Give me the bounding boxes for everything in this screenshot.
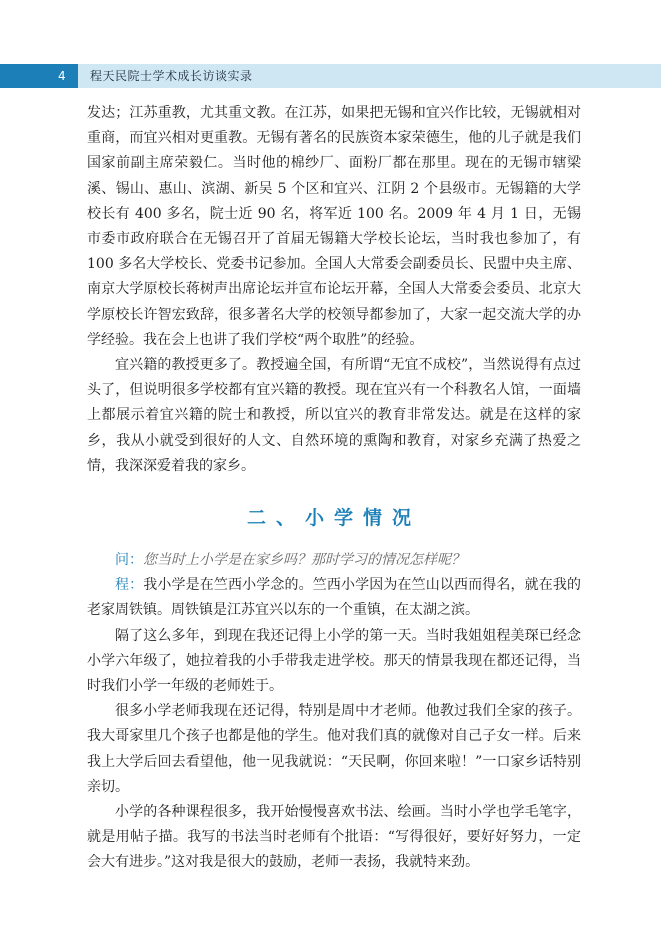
question-text: 您当时上小学是在家乡吗？那时学习的情况怎样呢？ — [143, 552, 465, 569]
question-label: 问： — [115, 552, 143, 569]
answer-text: 我小学是在竺西小学念的。竺西小学因为在竺山以西而得名，就在我的老家周铁镇。周铁镇是江苏宜兴以东的一个重镇，在太湖之滨。 — [87, 577, 581, 619]
paragraph: 小学的各种课程很多，我开始慢慢喜欢书法、绘画。当时小学也学毛笔字，就是用帖子描。我写的书法当时老师有个批语：“写得很好，要好好努力，一定会大有进步。”这对我是很大的鼓励，老师一表扬，我就特来劲。 — [87, 804, 581, 871]
paragraph: 很多小学老师我现在还记得，特别是周中才老师。他教过我们全家的孩子。我大哥家里几个孩子也都是他的学生。他对我们真的就像对自己子女一样。后来我上大学后回去看望他，他一见我就说：“天民啊，你回来啦！”一口家乡话特别亲切。 — [87, 703, 581, 795]
page-body — [87, 101, 581, 876]
paragraph: 发达；江苏重教，尤其重文教。在江苏，如果把无锡和宜兴作比较，无锡就相对重商，而宜兴相对更重教。无锡有著名的民族资本家荣德生，他的儿子就是我们国家前副主席荣毅仁。当时他的棉纱厂、面粉厂都在那里。现在的无锡市辖梁溪、锡山、惠山、滨湖、新吴 5 个区和宜兴、江阴 2 个县级市。无锡籍的大学校长有 400 多名，院士近 90 名，将军近 100 名。2009 年 4 月 1 日，无锡市委市政府联合在无锡召开了首届无锡籍大学校长论坛，当时我也参加了，有 100 多名大学校长、党委书记参加。全国人大常委会副委员长、民盟中央主席、南京大学原校长蒋树声出席论坛并宣布论坛开幕，全国人大常委会委员、北京大学原校长许智宏致辞，很多著名大学的校领导都参加了，大家一起交流大学的办学经验。我在会上也讲了我们学校“两个取胜”的经验。 — [87, 105, 581, 348]
interview-answer — [87, 573, 581, 623]
section-title: 二、小学情况 — [246, 507, 421, 530]
book-title: 程天民院士学术成长访谈实录 — [90, 69, 253, 83]
paragraph: 隔了这么多年，到现在我还记得上小学的第一天。当时我姐姐程美琛已经念小学六年级了，她拉着我的小手带我走进学校。那天的情景我现在都还记得，当时我们小学一年级的老师姓于。 — [87, 627, 581, 695]
paragraph: 宜兴籍的教授更多了。教授遍全国，有所谓“无宜不成校”，当然说得有点过头了，但说明很多学校都有宜兴籍的教授。现在宜兴有一个科教名人馆，一面墙上都展示着宜兴籍的院士和教授，所以宜兴的教育非常发达。就是在这样的家乡，我从小就受到很好的人文、自然环境的熏陶和教育，对家乡充满了热爱之情，我深深爱着我的家乡。 — [87, 357, 581, 474]
page-number: 4 — [0, 64, 78, 88]
interview-question — [87, 548, 581, 573]
answer-label: 程： — [115, 577, 144, 594]
running-header — [0, 64, 661, 88]
